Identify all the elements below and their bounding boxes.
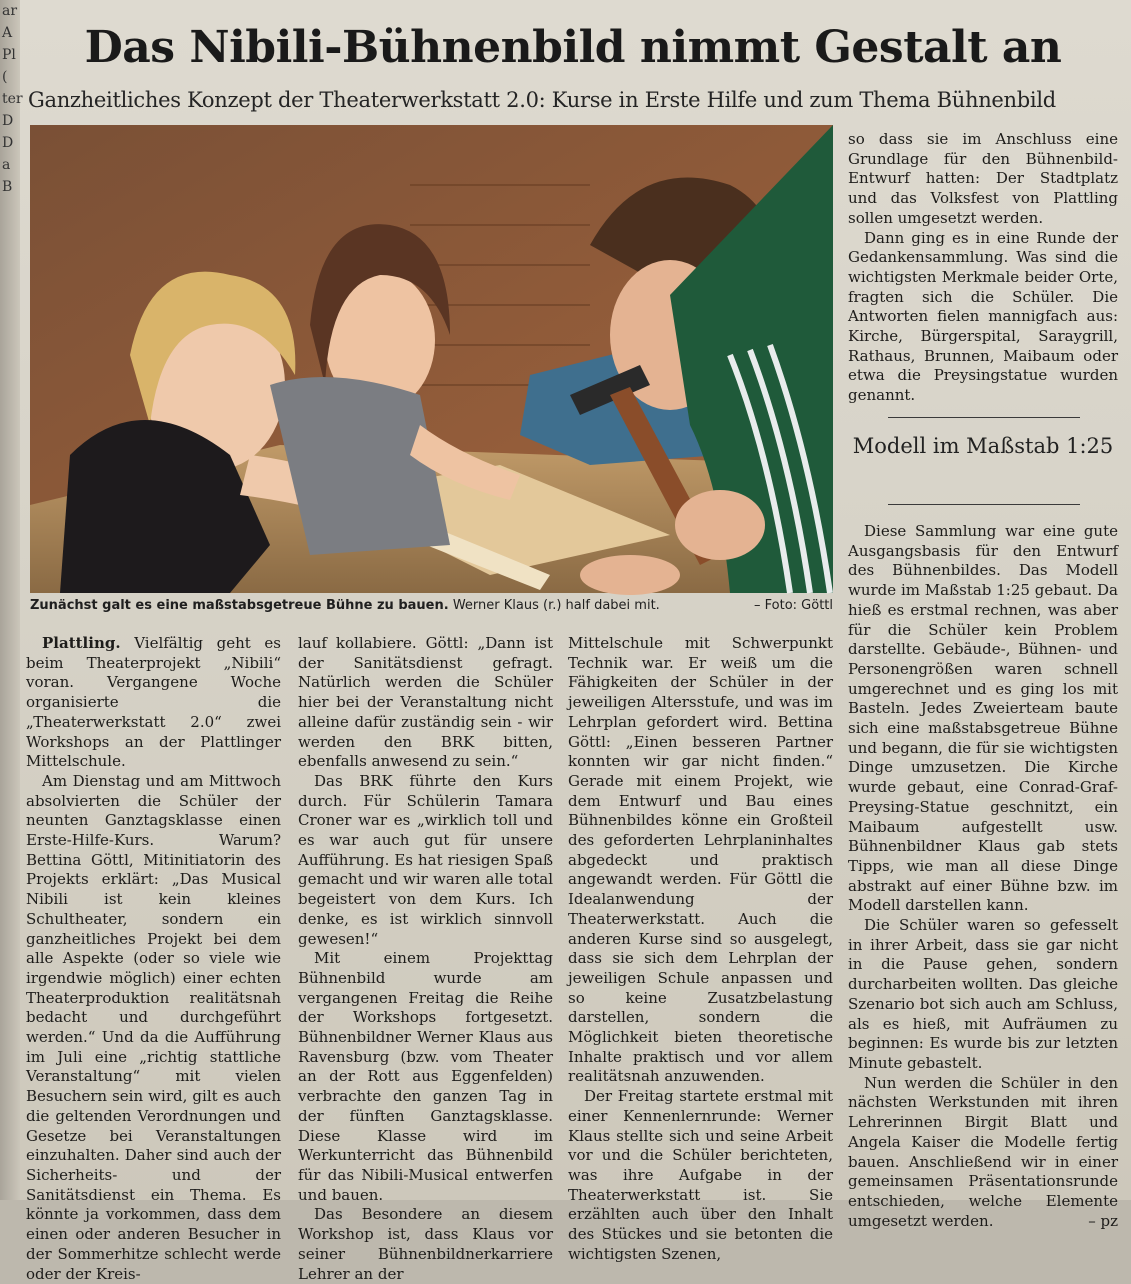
photo-caption — [30, 598, 835, 613]
paragraph: Am Dienstag und am Mittwoch absolvierten die Schüler der neunten Ganztagsklasse einen Erste-Hilfe-Kurs. Warum? Bettina Göttl, Mitinitiatorin des Projekts erklärt: „Das Musical Nibili ist kein kleines Schultheater, sondern ein ganzheitliches Projekt bei dem alle Aspekte (oder so viele wie irgendwie möglich) einer echten Theaterproduktion realitätsnah bedacht und durchgeführt werden.“ Und da die Aufführung im Juli eine „richtig stattliche Veranstaltung“ mit vielen Besuchern sein wird, gilt es auch die geltenden Verordnungen und Gesetze bei Veranstaltungen einzuhalten. Daher sind auch der Sicherheits- und der Sanitätsdienst ein Thema. Es könnte ja vorkommen, dass dem einen oder anderen Besucher in der Sommerhitze schlecht werde oder der Kreis- — [26, 771, 281, 1283]
paragraph: so dass sie im Anschluss eine Grundlage für den Bühnenbild-Entwurf hatten: Der Stadtplatz und das Volksfest von Plattling sollen umgesetzt werden. — [848, 130, 1118, 227]
divider-line — [888, 417, 1080, 418]
article-headline: Das Nibili-Bühnenbild nimmt Gestalt an — [84, 22, 1062, 73]
caption-text: Werner Klaus (r.) half dabei mit. — [452, 598, 660, 613]
author-initials: – pz — [1088, 1211, 1118, 1230]
article-column-4-top — [848, 130, 1118, 406]
paragraph: Das Besondere an diesem Workshop ist, dass Klaus vor seiner Bühnenbildnerkarriere Lehrer an der — [298, 1205, 553, 1283]
dateline: Plattling. — [42, 634, 121, 652]
article-column-2 — [298, 634, 553, 1284]
article-subheadline: Ganzheitliches Konzept der Theaterwerkstatt 2.0: Kurse in Erste Hilfe und zum Thema Bühnenbild — [28, 88, 1056, 112]
paragraph: Die Schüler waren so gefesselt in ihrer Arbeit, dass sie gar nicht in die Pause gehen, sondern durcharbeiten wollten. Das gleiche Szenario bot sich auch am Schluss, als es hieß, mit Aufräumen zu beginnen: Es wurde bis zur letzten Minute gebastelt. — [848, 916, 1118, 1072]
photo-credit: – Foto: Göttl — [754, 598, 833, 613]
paragraph: lauf kollabiere. Göttl: „Dann ist der Sanitätsdienst gefragt. Natürlich werden die Schüler hier bei der Veranstaltung nicht alleine dafür zuständig sein - wir werden den BRK bitten, ebenfalls anwesend zu sein.“ — [298, 634, 553, 771]
photo-illustration — [30, 125, 833, 593]
paragraph: Nun werden die Schüler in den nächsten Werkstunden mit ihren Lehrerinnen Birgit Blatt und Angela Kaiser die Modelle fertig bauen. Anschließend wir in einer gemeinsamen Präsentationsrunde entschieden, welche Elemente umgesetzt werden. – pz — [848, 1073, 1118, 1230]
paragraph: Mit einem Projekttag Bühnenbild wurde am vergangenen Freitag die Reihe der Workshops fortgesetzt. Bühnenbildner Werner Klaus aus Ravensburg (bzw. vom Theater an der Rott aus Eggenfelden) verbrachte den ganzen Tag in der fünften Ganztagsklasse. Diese Klasse wird im Werkunterricht das Bühnenbild für das Nibili-Musical entwerfen und bauen. — [298, 949, 553, 1204]
caption-bold: Zunächst galt es eine maßstabsgetreue Bühne zu bauen. — [30, 598, 449, 613]
article-photo — [30, 125, 833, 593]
paragraph: Mittelschule mit Schwerpunkt Technik war. Er weiß um die Fähigkeiten der Schüler in der jeweiligen Altersstufe, und was im Lehrplan gefordert wird. Bettina Göttl: „Einen besseren Partner konnten wir gar nicht finden.“ Gerade mit einem Projekt, wie dem Entwurf und Bau eines Bühnenbildes könne ein Großteil des geforderten Lehrplaninhaltes abgedeckt und praktisch angewandt werden. Für Göttl die Idealanwendung der Theaterwerkstatt. Auch die anderen Kurse sind so ausgelegt, dass sie sich dem Lehrplan der jeweiligen Schule anpassen und so keine Zusatzbelastung darstellen, sondern die Möglichkeit bieten theoretische Inhalte praktisch und vor allem realitätsnah anzuwenden. — [568, 634, 833, 1086]
article-column-4-bottom — [848, 522, 1118, 1231]
paragraph: Der Freitag startete erstmal mit einer Kennenlernrunde: Werner Klaus stellte sich und seine Arbeit vor und die Schüler berichteten, was ihre Aufgabe in der Theaterwerkstatt ist. Sie erzählten auch über den Inhalt des Stückes und sie betonten die wichtigsten Szenen, — [568, 1087, 833, 1263]
divider-line — [888, 504, 1080, 505]
section-subtitle: Modell im Maßstab 1:25 — [852, 434, 1114, 458]
paragraph: Das BRK führte den Kurs durch. Für Schülerin Tamara Croner war es „wirklich toll und es war auch gut für unsere Aufführung. Es hat riesigen Spaß gemacht und wir waren alle total begeistert von dem Kurs. Ich denke, es ist wirklich sinnvoll gewesen!“ — [298, 771, 553, 948]
article-column-1 — [26, 634, 281, 1284]
paragraph: Diese Sammlung war eine gute Ausgangsbasis für den Entwurf des Bühnenbildes. Das Modell wurde im Maßstab 1:25 gebaut. Da hieß es erstmal rechnen, was aber für die Schüler kein Problem darstellte. Gebäude-, Bühnen- und Personengrößen waren schnell umgerechnet und es ging los mit Basteln. Jedes Zweierteam baute sich eine maßstabsgetreue Bühne und begann, die für sie wichtigsten Dinge umzusetzen. Die Kirche wurde gebaut, eine Conrad-Graf-Preysing-Statue geschnitzt, ein Maibaum aufgestellt usw. Bühnenbildner Klaus gab stets Tipps, wie man all diese Dinge abstrakt auf einer Bühne bzw. im Modell darstellen kann. — [848, 522, 1118, 915]
adjacent-column-fragment: ar A Pl ( ter D D a B — [0, 0, 20, 1200]
paragraph: Plattling. Vielfältig geht es beim Theaterprojekt „Nibili“ voran. Vergangene Woche organisierte die „Theaterwerkstatt 2.0“ zwei Workshops an der Plattlinger Mittelschule. — [26, 634, 281, 771]
paragraph: Dann ging es in eine Runde der Gedankensammlung. Was sind die wichtigsten Merkmale beider Orte, fragten sich die Schüler. Die Antworten fielen mannigfach aus: Kirche, Bürgerspital, Saraygrill, Rathaus, Brunnen, Maibaum oder etwa die Preysingstatue wurden genannt. — [848, 228, 1118, 405]
article-column-3 — [568, 634, 833, 1265]
